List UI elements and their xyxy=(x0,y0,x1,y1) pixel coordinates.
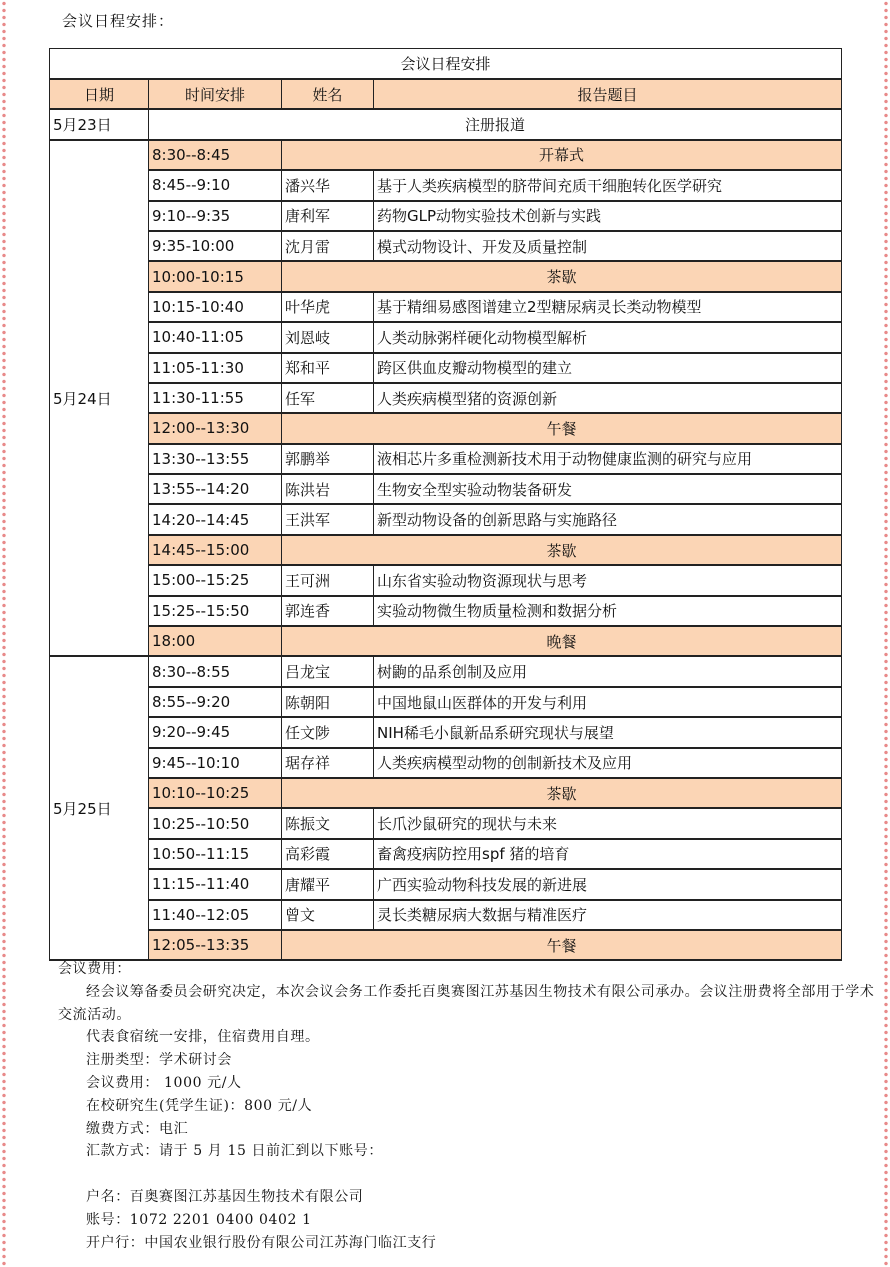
speaker-name: 沈月雷 xyxy=(282,231,374,261)
time-cell: 8:55--9:20 xyxy=(149,687,282,717)
speaker-name: 任文陟 xyxy=(282,717,374,747)
break-row xyxy=(50,261,842,291)
time-cell: 11:30-11:55 xyxy=(149,383,282,413)
talk-row xyxy=(50,231,842,261)
registration-text: 注册报道 xyxy=(149,109,842,139)
time-cell: 10:15-10:40 xyxy=(149,292,282,322)
talk-row xyxy=(50,383,842,413)
speaker-name: 陈朝阳 xyxy=(282,687,374,717)
talk-row xyxy=(50,353,842,383)
talk-row xyxy=(50,292,842,322)
time-cell: 10:40-11:05 xyxy=(149,322,282,352)
time-cell: 10:25--10:50 xyxy=(149,808,282,838)
event-cell: 茶歇 xyxy=(282,261,842,291)
talk-row xyxy=(50,869,842,899)
time-cell: 13:30--13:55 xyxy=(149,444,282,474)
speaker-name: 潘兴华 xyxy=(282,170,374,200)
time-cell: 15:25--15:50 xyxy=(149,596,282,626)
event-cell: 茶歇 xyxy=(282,535,842,565)
fee-paragraph-2: 代表食宿统一安排，住宿费用自理。 xyxy=(86,1029,320,1046)
speaker-name: 琚存祥 xyxy=(282,748,374,778)
time-cell: 11:05-11:30 xyxy=(149,353,282,383)
table-header-row xyxy=(50,79,842,109)
bank-branch: 开户行：中国农业银行股份有限公司江苏海门临江支行 xyxy=(86,1234,437,1251)
time-cell: 18:00 xyxy=(149,626,282,656)
time-cell: 14:20--14:45 xyxy=(149,504,282,534)
schedule-table xyxy=(49,48,842,961)
talk-row xyxy=(50,201,842,231)
break-row xyxy=(50,140,842,170)
time-cell: 12:05--13:35 xyxy=(149,930,282,960)
topic-cell: 中国地鼠山医群体的开发与利用 xyxy=(374,687,842,717)
event-cell: 开幕式 xyxy=(282,140,842,170)
talk-row xyxy=(50,900,842,930)
time-cell: 9:20--9:45 xyxy=(149,717,282,747)
topic-cell: 灵长类糖尿病大数据与精准医疗 xyxy=(374,900,842,930)
remittance-method: 汇款方式：请于 5 月 15 日前汇到以下账号： xyxy=(86,1143,383,1160)
header-topic: 报告题目 xyxy=(374,79,842,109)
speaker-name: 郑和平 xyxy=(282,353,374,383)
account-name: 户名：百奥赛图江苏基因生物技术有限公司 xyxy=(86,1188,364,1205)
speaker-name: 陈洪岩 xyxy=(282,474,374,504)
time-cell: 8:45--9:10 xyxy=(149,170,282,200)
talk-row xyxy=(50,656,842,686)
time-cell: 9:45--10:10 xyxy=(149,748,282,778)
speaker-name: 郭连香 xyxy=(282,596,374,626)
time-cell: 10:00-10:15 xyxy=(149,261,282,291)
break-row xyxy=(50,413,842,443)
topic-cell: 人类疾病模型猪的资源创新 xyxy=(374,383,842,413)
fee-info xyxy=(58,958,878,1254)
time-cell: 13:55--14:20 xyxy=(149,474,282,504)
event-cell: 晚餐 xyxy=(282,626,842,656)
topic-cell: 长爪沙鼠研究的现状与未来 xyxy=(374,808,842,838)
time-cell: 10:10--10:25 xyxy=(149,778,282,808)
topic-cell: 模式动物设计、开发及质量控制 xyxy=(374,231,842,261)
talk-row xyxy=(50,504,842,534)
date-cell: 5月24日 xyxy=(50,140,149,657)
topic-cell: 新型动物设备的创新思路与实施路径 xyxy=(374,504,842,534)
fee-paragraph-1: 经会议筹备委员会研究决定，本次会议会务工作委托百奥赛图江苏基因生物技术有限公司承办。会议注册费将全部用于学术交流活动。 xyxy=(58,983,875,1023)
time-cell: 12:00--13:30 xyxy=(149,413,282,443)
speaker-name: 任军 xyxy=(282,383,374,413)
speaker-name: 郭鹏举 xyxy=(282,444,374,474)
spacer xyxy=(58,1163,878,1186)
speaker-name: 王可洲 xyxy=(282,565,374,595)
speaker-name: 王洪军 xyxy=(282,504,374,534)
speaker-name: 曾文 xyxy=(282,900,374,930)
time-cell: 14:45--15:00 xyxy=(149,535,282,565)
time-cell: 10:50--11:15 xyxy=(149,839,282,869)
topic-cell: 广西实验动物科技发展的新进展 xyxy=(374,869,842,899)
talk-row xyxy=(50,839,842,869)
table-title-row xyxy=(50,49,842,80)
registration-type: 注册类型：学术研讨会 xyxy=(86,1052,232,1069)
table-title: 会议日程安排 xyxy=(50,49,842,80)
time-cell: 8:30--8:45 xyxy=(149,140,282,170)
topic-cell: 液相芯片多重检测新技术用于动物健康监测的研究与应用 xyxy=(374,444,842,474)
speaker-name: 吕龙宝 xyxy=(282,656,374,686)
speaker-name: 陈振文 xyxy=(282,808,374,838)
date-cell: 5月25日 xyxy=(50,656,149,960)
topic-cell: NIH稀毛小鼠新品系研究现状与展望 xyxy=(374,717,842,747)
talk-row xyxy=(50,322,842,352)
conference-fee: 会议费用： 1000 元/人 xyxy=(86,1074,242,1091)
time-cell: 9:35-10:00 xyxy=(149,231,282,261)
student-fee: 在校研究生(凭学生证)：800 元/人 xyxy=(86,1097,313,1114)
date-cell: 5月23日 xyxy=(50,109,149,139)
header-name: 姓名 xyxy=(282,79,374,109)
speaker-name: 高彩霞 xyxy=(282,839,374,869)
topic-cell: 人类动脉粥样硬化动物模型解析 xyxy=(374,322,842,352)
break-row xyxy=(50,535,842,565)
break-row xyxy=(50,626,842,656)
talk-row xyxy=(50,687,842,717)
talk-row xyxy=(50,596,842,626)
topic-cell: 药物GLP动物实验技术创新与实践 xyxy=(374,201,842,231)
speaker-name: 刘恩岐 xyxy=(282,322,374,352)
registration-row xyxy=(50,109,842,139)
break-row xyxy=(50,930,842,960)
section-heading: 会议日程安排： xyxy=(62,12,175,30)
time-cell: 11:40--12:05 xyxy=(149,900,282,930)
header-time: 时间安排 xyxy=(149,79,282,109)
event-cell: 午餐 xyxy=(282,930,842,960)
decorative-border-right xyxy=(883,0,889,1267)
event-cell: 茶歇 xyxy=(282,778,842,808)
talk-row xyxy=(50,170,842,200)
time-cell: 9:10--9:35 xyxy=(149,201,282,231)
break-row xyxy=(50,778,842,808)
talk-row xyxy=(50,565,842,595)
payment-method: 缴费方式：电汇 xyxy=(86,1120,189,1137)
topic-cell: 山东省实验动物资源现状与思考 xyxy=(374,565,842,595)
topic-cell: 基于精细易感图谱建立2型糖尿病灵长类动物模型 xyxy=(374,292,842,322)
time-cell: 11:15--11:40 xyxy=(149,869,282,899)
fee-title: 会议费用： xyxy=(58,961,131,977)
time-cell: 15:00--15:25 xyxy=(149,565,282,595)
topic-cell: 畜禽疫病防控用spf 猪的培育 xyxy=(374,839,842,869)
topic-cell: 人类疾病模型动物的创制新技术及应用 xyxy=(374,748,842,778)
talk-row xyxy=(50,474,842,504)
speaker-name: 唐耀平 xyxy=(282,869,374,899)
talk-row xyxy=(50,808,842,838)
topic-cell: 跨区供血皮瓣动物模型的建立 xyxy=(374,353,842,383)
event-cell: 午餐 xyxy=(282,413,842,443)
topic-cell: 树鼩的品系创制及应用 xyxy=(374,656,842,686)
topic-cell: 基于人类疾病模型的脐带间充质干细胞转化医学研究 xyxy=(374,170,842,200)
topic-cell: 实验动物微生物质量检测和数据分析 xyxy=(374,596,842,626)
topic-cell: 生物安全型实验动物装备研发 xyxy=(374,474,842,504)
talk-row xyxy=(50,748,842,778)
time-cell: 8:30--8:55 xyxy=(149,656,282,686)
decorative-border-left xyxy=(1,0,7,1267)
speaker-name: 叶华虎 xyxy=(282,292,374,322)
speaker-name: 唐利军 xyxy=(282,201,374,231)
header-date: 日期 xyxy=(50,79,149,109)
account-number: 账号：1072 2201 0400 0402 1 xyxy=(86,1211,312,1228)
talk-row xyxy=(50,444,842,474)
talk-row xyxy=(50,717,842,747)
